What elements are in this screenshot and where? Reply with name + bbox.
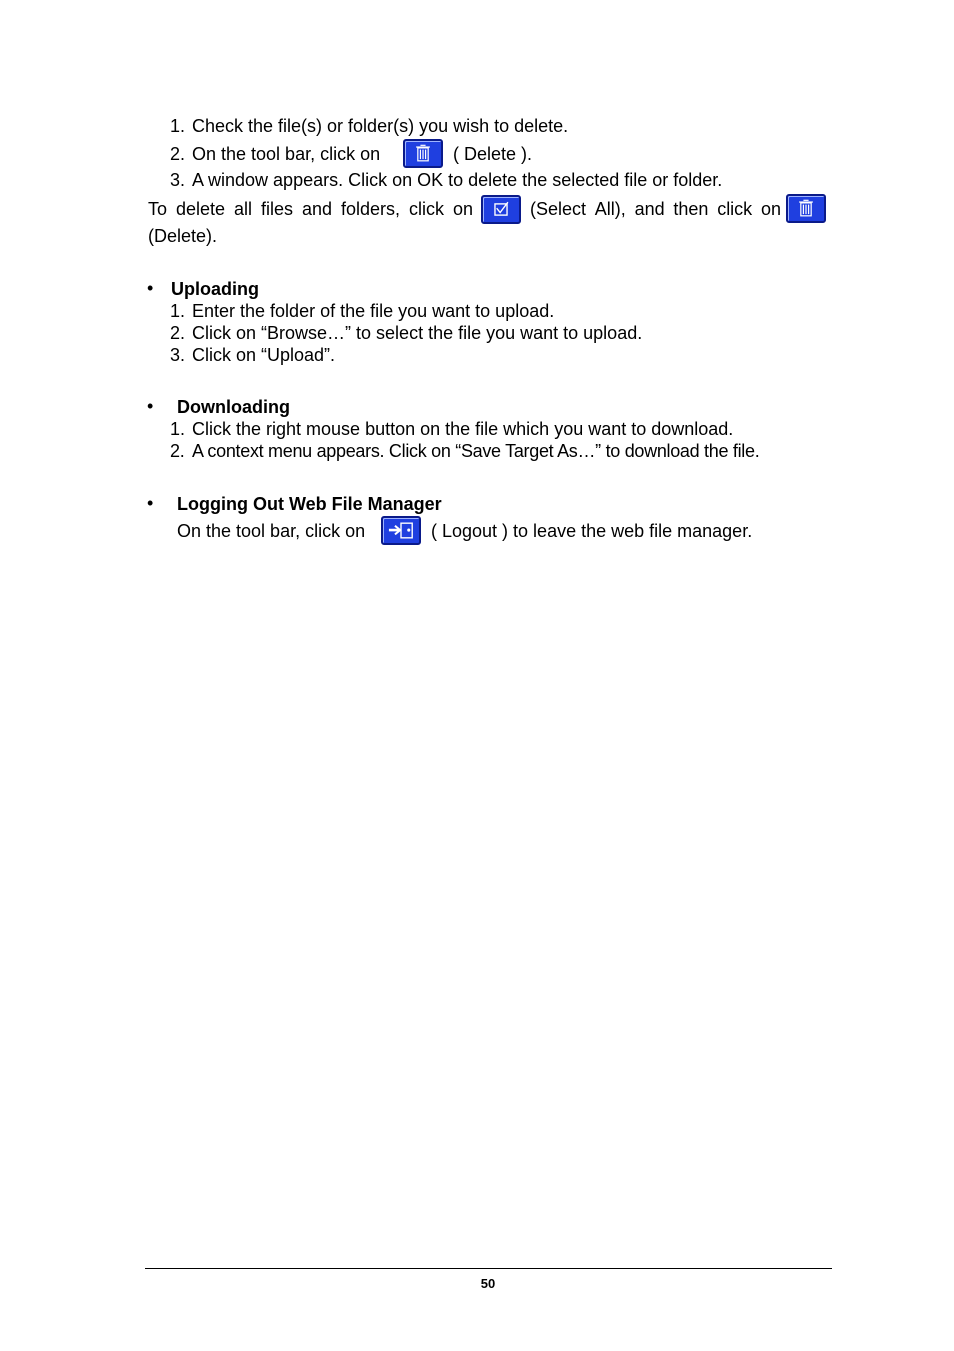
- upload-step-3: 3. Click on “Upload”.: [170, 345, 336, 365]
- uploading-heading: Uploading: [171, 279, 259, 299]
- download-step-2: 2. A context menu appears. Click on “Save Target As…” to download the file.: [170, 441, 760, 461]
- bullet-downloading: •: [147, 396, 154, 416]
- select-all-checkbox-icon[interactable]: [481, 195, 521, 224]
- delete-step-2: 2. On the tool bar, click on: [170, 144, 381, 164]
- page-number: 50: [480, 1276, 496, 1291]
- logout-icon[interactable]: [381, 516, 421, 545]
- trash-icon[interactable]: [403, 139, 443, 168]
- downloading-heading: Downloading: [177, 397, 290, 417]
- delete-step-1: 1. Check the file(s) or folder(s) you wish to delete.: [170, 116, 569, 136]
- delete-step-2-suffix: ( Delete ).: [453, 144, 533, 164]
- footer-divider: [145, 1268, 832, 1269]
- logout-heading: Logging Out Web File Manager: [177, 494, 442, 514]
- upload-step-2: 2. Click on “Browse…” to select the file you want to upload.: [170, 323, 643, 343]
- download-step-1: 1. Click the right mouse button on the file which you want to download.: [170, 419, 734, 439]
- trash-icon-2[interactable]: [786, 194, 826, 223]
- delete-step-3: 3. A window appears. Click on OK to delete the selected file or folder.: [170, 170, 723, 190]
- delete-all-line-2: (Delete).: [148, 226, 218, 246]
- bullet-logout: •: [147, 493, 154, 513]
- logout-text-after: ( Logout ) to leave the web file manager.: [431, 521, 753, 541]
- delete-all-words-1: To delete all files and folders, click on: [148, 199, 473, 219]
- logout-text-before: On the tool bar, click on: [177, 521, 366, 541]
- delete-all-words-2: (Select All), and then click on: [530, 199, 781, 219]
- bullet-uploading: •: [147, 278, 154, 298]
- upload-step-1: 1. Enter the folder of the file you want to upload.: [170, 301, 555, 321]
